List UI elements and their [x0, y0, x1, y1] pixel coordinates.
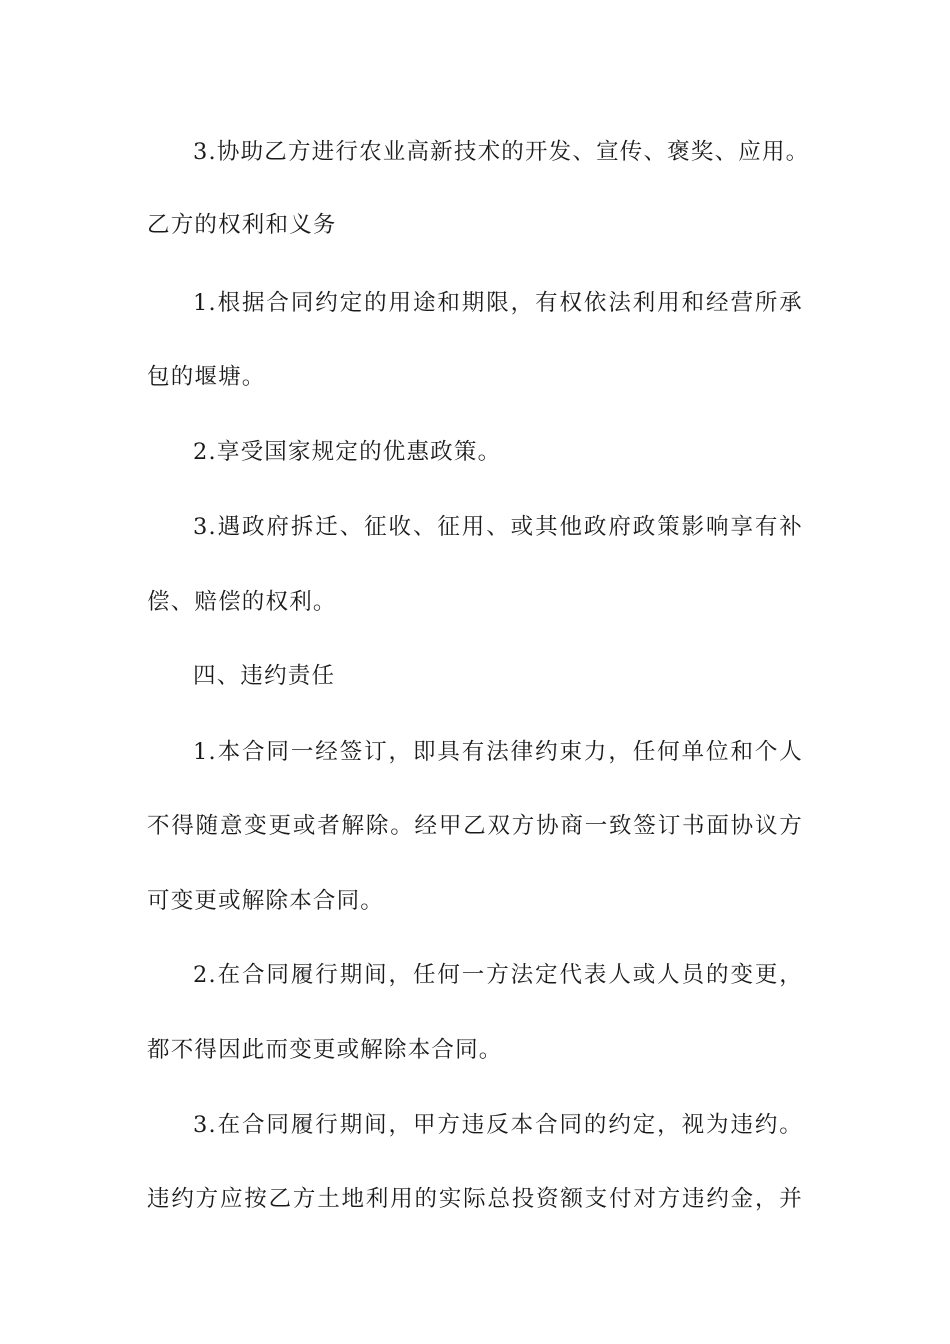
- paragraph-line: 2.在合同履行期间，任何一方法定代表人或人员的变更，: [193, 962, 803, 988]
- paragraph-line: 不得随意变更或者解除。经甲乙双方协商一致签订书面协议方: [147, 813, 803, 839]
- paragraph-line: 3.协助乙方进行农业高新技术的开发、宣传、褒奖、应用。: [193, 139, 810, 165]
- paragraph-line: 3.在合同履行期间，甲方违反本合同的约定，视为违约。: [193, 1112, 803, 1138]
- paragraph-line: 1.本合同一经签订，即具有法律约束力，任何单位和个人: [193, 739, 803, 765]
- paragraph-line: 2.享受国家规定的优惠政策。: [193, 439, 502, 465]
- paragraph-line: 违约方应按乙方土地利用的实际总投资额支付对方违约金，并: [147, 1186, 803, 1212]
- paragraph-line: 可变更或解除本合同。: [147, 888, 385, 914]
- paragraph-line: 偿、赔偿的权利。: [147, 589, 337, 615]
- paragraph-line: 包的堰塘。: [147, 364, 266, 390]
- section-heading: 乙方的权利和义务: [147, 212, 337, 238]
- paragraph-line: 都不得因此而变更或解除本合同。: [147, 1037, 503, 1063]
- section-heading: 四、违约责任: [193, 663, 336, 689]
- paragraph-line: 3.遇政府拆迁、征收、征用、或其他政府政策影响享有补: [193, 514, 803, 540]
- paragraph-line: 1.根据合同约定的用途和期限，有权依法利用和经营所承: [193, 290, 803, 316]
